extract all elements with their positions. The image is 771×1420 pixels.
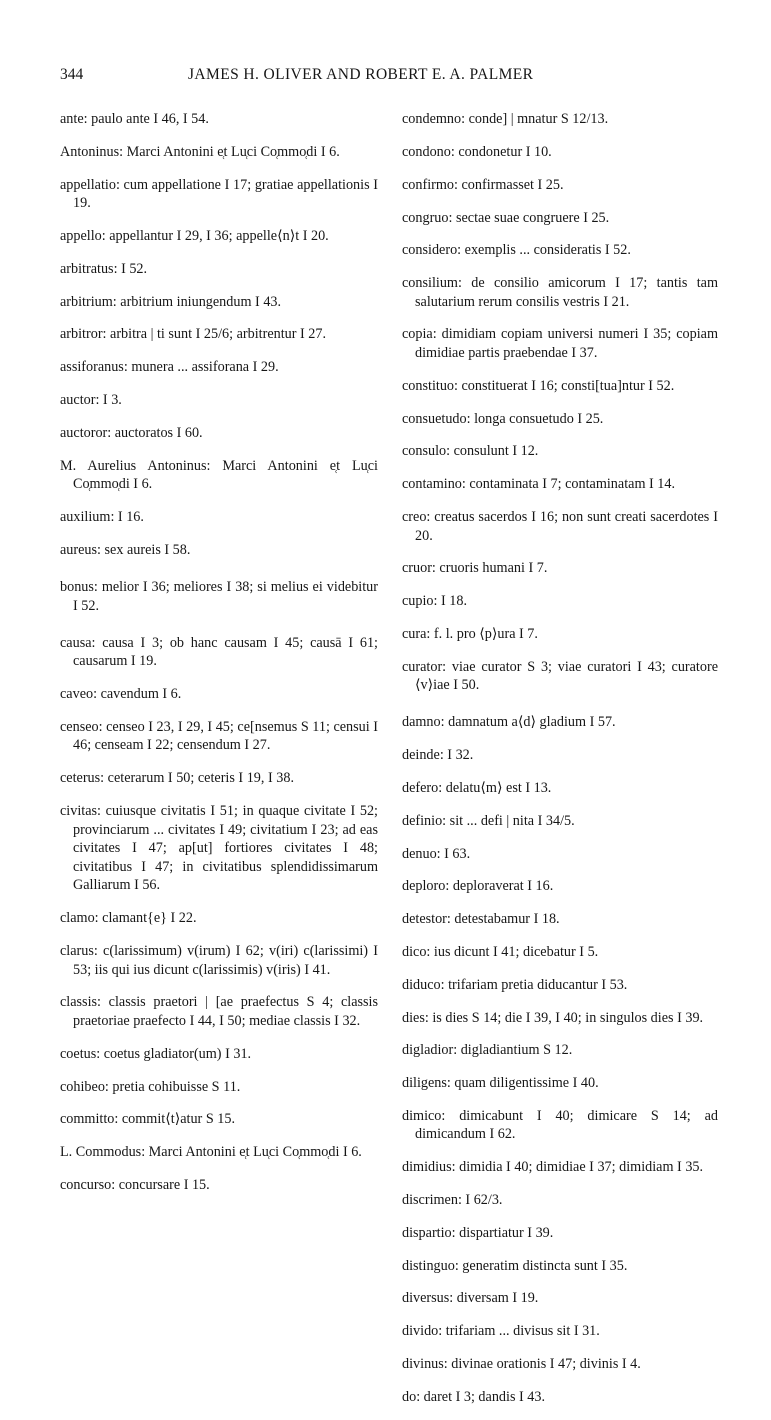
- index-entry: auxilium: I 16.: [60, 508, 144, 525]
- index-entry: creo: creatus sacerdos I 16; non sunt creati sacerdotes I 20.: [402, 508, 718, 544]
- index-entry: curator: viae curator S 3; viae curatori I 43; curatore ⟨v⟩iae I 50.: [402, 658, 718, 694]
- index-entry: dimico: dimicabunt I 40; dimicare S 14; ad dimicandum I 62.: [402, 1107, 718, 1143]
- index-entry: cohibeo: pretia cohibuisse S 11.: [60, 1078, 241, 1095]
- index-entry: considero: exemplis ... consideratis I 52.: [402, 242, 631, 259]
- index-entry: divido: trifariam ... divisus sit I 31.: [402, 1323, 600, 1340]
- index-entry: congruo: sectae suae congruere I 25.: [402, 209, 610, 226]
- index-entry: arbitrium: arbitrium iniungendum I 43.: [60, 293, 282, 310]
- index-entry: consilium: de consilio amicorum I 17; tantis tam salutarium rerum consilis vestris I 21.: [402, 275, 718, 310]
- index-entry: detestor: detestabamur I 18.: [402, 911, 560, 928]
- index-entry: deploro: deploraverat I 16.: [402, 878, 554, 895]
- index-entry: dico: ius dicunt I 41; dicebatur I 5.: [402, 943, 599, 960]
- index-entry: ceterus: ceterarum I 50; ceteris I 19, I 38.: [60, 770, 294, 787]
- index-entry: censeo: censeo I 23, I 29, I 45; ce[nsemus S 11; censui I 46; censeam I 22; censendum I 27.: [60, 718, 378, 754]
- index-entry: ante: paulo ante I 46, I 54.: [60, 111, 209, 128]
- index-entry: coetus: coetus gladiator(um) I 31.: [60, 1045, 252, 1062]
- index-entry: clarus: c(larissimum) v(irum) I 62; v(iri) c(larissimi) I 53; iis qui ius dicunt c(larissimis) v(iris) I 41.: [60, 942, 378, 978]
- index-entry: damno: damnatum a⟨d⟩ gladium I 57.: [402, 714, 616, 731]
- index-entry: diligens: quam diligentissime I 40.: [402, 1075, 599, 1092]
- index-entry: clamo: clamant{e} I 22.: [60, 910, 197, 927]
- index-entry: bonus: melior I 36; meliores I 38; si melius ei videbitur I 52.: [60, 578, 378, 614]
- index-entry: constituo: constituerat I 16; consti[tua]ntur I 52.: [402, 377, 675, 394]
- index-entry: aureus: sex aureis I 58.: [60, 541, 191, 558]
- running-title: JAMES H. OLIVER AND ROBERT E. A. PALMER: [188, 66, 534, 83]
- index-entry: divinus: divinae orationis I 47; divinis I 4.: [402, 1355, 641, 1372]
- index-entry: arbitratus: I 52.: [60, 260, 148, 277]
- index-entry: diduco: trifariam pretia diducantur I 53.: [402, 976, 628, 993]
- index-entry: diversus: diversam I 19.: [402, 1290, 539, 1307]
- index-entry: dies: is dies S 14; die I 39, I 40; in singulos dies I 39.: [402, 1009, 704, 1026]
- index-entry: classis: classis praetori | [ae praefectus S 4; classis praetoriae praefecto I 44, I 50; mediae classis I 32.: [60, 994, 378, 1029]
- index-entry: condemno: conde] | mnatur S 12/13.: [402, 111, 609, 128]
- index-entry: copia: dimidiam copiam universi numeri I 35; copiam dimidiae partis praebendae I 37.: [402, 326, 718, 362]
- index-entry: L. Commodus: Marci Antonini e̜t Lu̜ci Co̜mmo̜di I 6.: [60, 1144, 362, 1161]
- index-entry: civitas: cuiusque civitatis I 51; in quaque civitate I 52; provinciarum ... civitates I 49; civitatium I 23; ad eas civitates I 47; ap[ut] fortiores civitates I 48; civitatibus I 47; in civitatibus splendidissimarum Galliarum I 56.: [60, 803, 378, 894]
- index-entry: causa: causa I 3; ob hanc causam I 45; causā I 61; causarum I 19.: [60, 634, 378, 670]
- index-entry: committo: commit⟨t⟩atur S 15.: [60, 1111, 236, 1128]
- index-entry: deinde: I 32.: [402, 747, 474, 764]
- index-entry: condono: condonetur I 10.: [402, 143, 552, 160]
- index-entry: caveo: cavendum I 6.: [60, 686, 182, 703]
- index-entry: contamino: contaminata I 7; contaminatam I 14.: [402, 476, 676, 493]
- index-entry: cruor: cruoris humani I 7.: [402, 560, 548, 577]
- index-entry: distinguo: generatim distincta sunt I 35.: [402, 1257, 628, 1274]
- index-entry: consulo: consulunt I 12.: [402, 443, 539, 460]
- index-entry: denuo: I 63.: [402, 845, 471, 862]
- index-entry: definio: sit ... defi | nita I 34/5.: [402, 812, 575, 829]
- index-entry: appello: appellantur I 29, I 36; appelle⟨n⟩t I 20.: [60, 228, 329, 245]
- index-entry: consuetudo: longa consuetudo I 25.: [402, 410, 604, 427]
- index-entry: defero: delatu⟨m⟩ est I 13.: [402, 780, 552, 797]
- index-entry: auctoror: auctoratos I 60.: [60, 424, 203, 441]
- index-entry: arbitror: arbitra | ti sunt I 25/6; arbitrentur I 27.: [60, 326, 327, 343]
- index-entry: do: daret I 3; dandis I 43.: [402, 1388, 546, 1405]
- index-entry: auctor: I 3.: [60, 392, 122, 409]
- index-entry: cura: f. l. pro ⟨p⟩ura I 7.: [402, 625, 538, 642]
- index-entry: dimidius: dimidia I 40; dimidiae I 37; dimidiam I 35.: [402, 1159, 704, 1176]
- index-entry: M. Aurelius Antoninus: Marci Antonini e̜t Lu̜ci Co̜mmo̜di I 6.: [60, 457, 378, 493]
- index-entry: digladior: digladiantium S 12.: [402, 1042, 573, 1059]
- index-column-left: [60, 96, 378, 1209]
- page-number: 344: [60, 66, 84, 83]
- index-entry: Antoninus: Marci Antonini e̜t Lu̜ci Co̜mmo̜di I 6.: [60, 143, 340, 160]
- index-entry: confirmo: confirmasset I 25.: [402, 176, 564, 193]
- index-entry: dispartio: dispartiatur I 39.: [402, 1224, 554, 1241]
- index-entry: concurso: concursare I 15.: [60, 1176, 210, 1193]
- index-column-right: [402, 96, 718, 1420]
- index-entry: cupio: I 18.: [402, 593, 468, 610]
- running-head: [60, 66, 720, 88]
- index-entry: discrimen: I 62/3.: [402, 1192, 503, 1208]
- index-entry: assiforanus: munera ... assiforana I 29.: [60, 359, 279, 376]
- index-entry: appellatio: cum appellatione I 17; gratiae appellationis I 19.: [60, 176, 378, 212]
